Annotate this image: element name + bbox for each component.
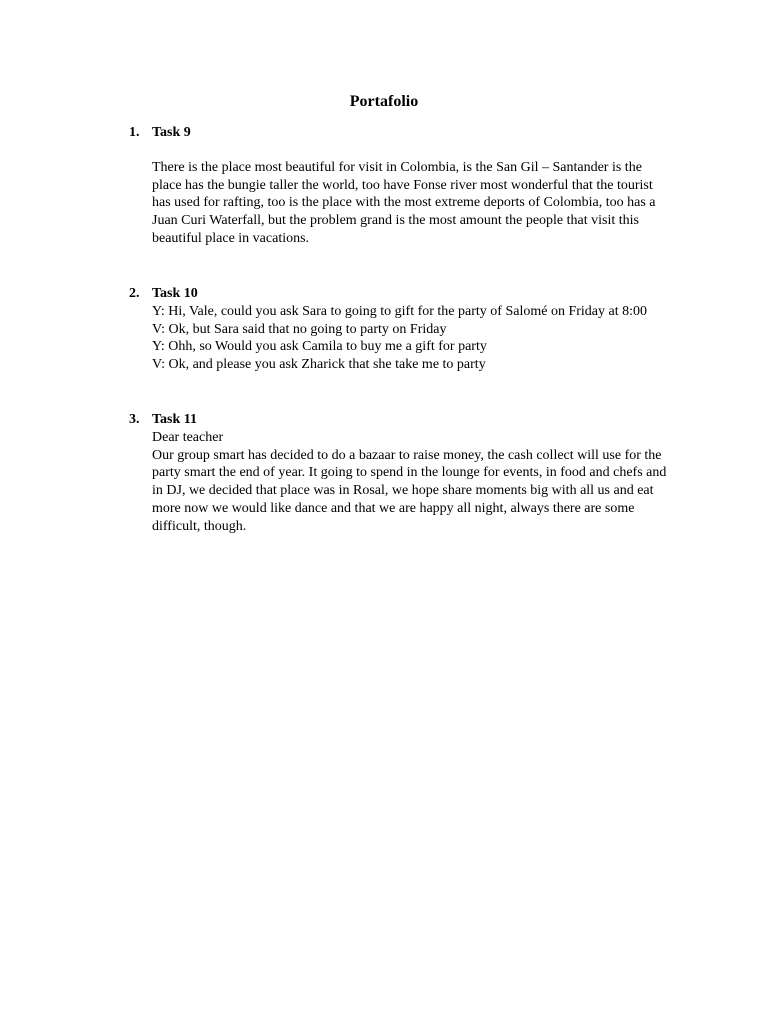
task-11-paragraph: Our group smart has decided to do a bazaar to raise money, the cash collect will use for the party smart the end of year. It going to spend in the lounge for events, in food and chefs and in DJ, we decided that place was in Rosal, we hope share moments big with all us and eat more now we would like dance and that we are happy all night, always there are some difficult, though. [152, 447, 667, 534]
dialogue-line: V: Ok, and please you ask Zharick that she take me to party [152, 357, 486, 373]
task-number: 3. [129, 412, 140, 427]
task-label: Task 11 [152, 412, 198, 427]
task-number: 2. [129, 286, 140, 301]
dialogue-line: Y: Hi, Vale, could you ask Sara to going to gift for the party of Salomé on Friday at 8:00 [152, 304, 647, 319]
task-heading [129, 285, 669, 303]
task-9-section [129, 124, 669, 248]
task-label: Task 9 [152, 125, 191, 140]
task-body [152, 303, 669, 374]
page-title: Portafolio [349, 93, 419, 110]
dialogue-line: V: Ok, but Sara said that no going to party on Friday [152, 321, 447, 337]
task-10-section [129, 285, 669, 374]
task-heading [129, 411, 669, 429]
dialogue-line: Y: Ohh, so Would you ask Camila to buy me a gift for party [152, 339, 487, 355]
task-number: 1. [129, 125, 140, 140]
task-body [152, 429, 669, 535]
task-9-paragraph: There is the place most beautiful for visit in Colombia, is the San Gil – Santander is the place has the bungie taller the world, too have Fonse river most wonderful that the tourist has used for rafting, too is the place with the most extreme deports of Colombia, too has a Juan Curi Waterfall, but the problem grand is the most amount the people that visit this beautiful place in vacations. [152, 160, 656, 246]
task-11-section [129, 411, 669, 535]
letter-salutation: Dear teacher [152, 430, 224, 445]
task-body [152, 159, 669, 248]
task-label: Task 10 [152, 286, 198, 301]
task-heading [129, 124, 669, 142]
